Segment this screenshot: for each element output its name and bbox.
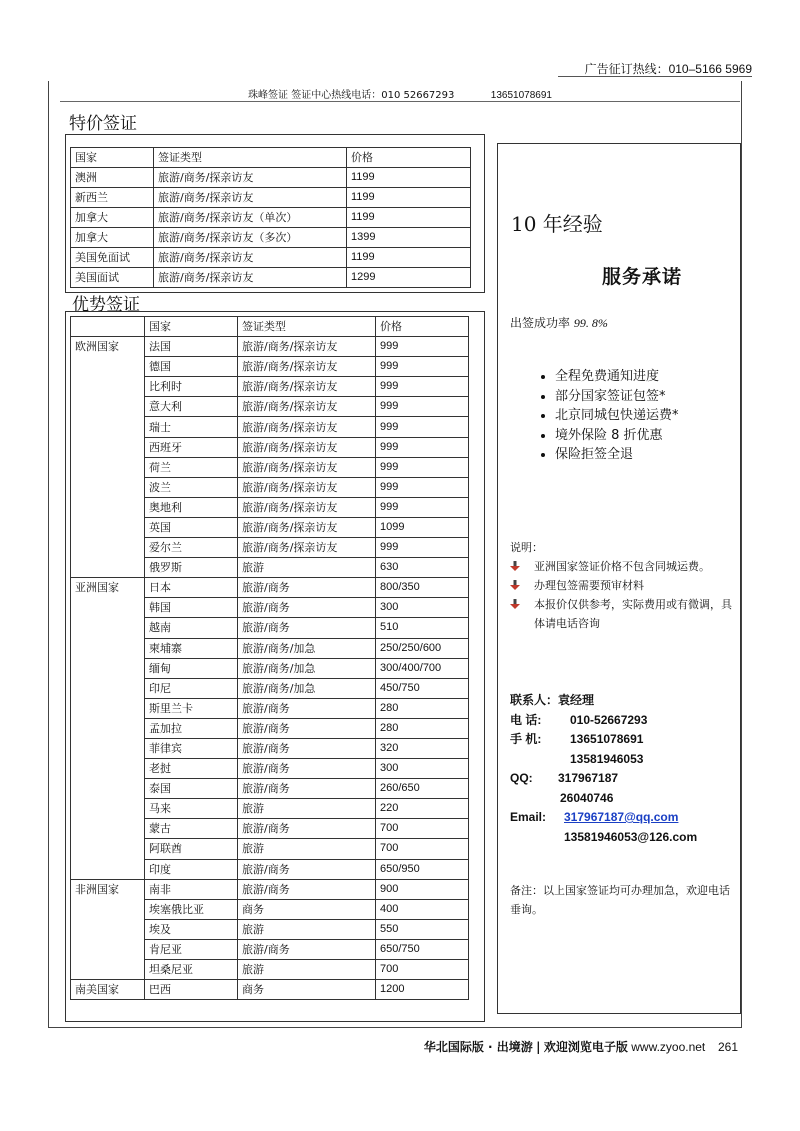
service-heading: 服务承诺 [602, 266, 683, 288]
price-cell: 999 [376, 457, 469, 477]
promo-list [533, 367, 679, 465]
country-cell: 斯里兰卡 [145, 698, 238, 718]
price-header: 价格 [347, 148, 471, 168]
country-cell: 德国 [145, 357, 238, 377]
note-text: 本报价仅供参考，实际费用或有微调，具体请电话咨询 [534, 598, 732, 630]
country-header: 国家 [71, 148, 154, 168]
visa-type-cell: 旅游/商务/探亲访友 [154, 168, 347, 188]
promo-item: • 全程免费通知进度 [555, 367, 679, 387]
mobile-number-1: 13651078691 [570, 732, 644, 746]
note-item [508, 595, 734, 633]
country-cell: 蒙古 [145, 819, 238, 839]
note-text: 亚洲国家签证价格不包含同城运费。 [534, 560, 710, 573]
contact-block [510, 691, 697, 847]
price-cell: 280 [376, 698, 469, 718]
country-cell: 缅甸 [145, 658, 238, 678]
visa-type-cell: 旅游/商务 [238, 859, 376, 879]
country-cell: 澳洲 [71, 168, 154, 188]
price-cell: 1399 [347, 228, 471, 248]
ad-hotline: 广告征订热线：010–5166 5969 [584, 62, 752, 76]
region-cell: 亚洲国家 [71, 578, 145, 879]
contact-person: 袁经理 [558, 693, 595, 707]
price-cell: 999 [376, 337, 469, 357]
price-cell: 700 [376, 839, 469, 859]
country-cell: 南非 [145, 879, 238, 899]
country-cell: 肯尼亚 [145, 939, 238, 959]
promo-panel [497, 143, 741, 1014]
price-cell: 550 [376, 919, 469, 939]
visa-type-cell: 旅游/商务/探亲访友 [154, 188, 347, 208]
visa-type-header: 签证类型 [154, 148, 347, 168]
visa-type-cell: 旅游/商务/探亲访友 [238, 497, 376, 517]
visa-type-cell: 旅游/商务 [238, 759, 376, 779]
phone-label: 电 话: [510, 712, 542, 727]
mobile-number-2: 13581946053 [570, 751, 644, 766]
country-cell: 法国 [145, 337, 238, 357]
footer-site: www.zyoo.net [631, 1040, 706, 1054]
region-header [71, 317, 145, 337]
country-cell: 日本 [145, 578, 238, 598]
price-cell: 999 [376, 377, 469, 397]
country-cell: 埃塞俄比亚 [145, 899, 238, 919]
region-cell: 非洲国家 [71, 879, 145, 979]
price-cell: 220 [376, 799, 469, 819]
country-cell: 英国 [145, 517, 238, 537]
visa-type-cell: 旅游/商务/探亲访友 [154, 268, 347, 288]
price-cell: 300 [376, 759, 469, 779]
country-cell: 意大利 [145, 397, 238, 417]
notes-list [508, 557, 734, 633]
visa-type-cell: 商务 [238, 899, 376, 919]
phone-number: 010-52667293 [570, 712, 648, 727]
price-cell: 700 [376, 960, 469, 980]
success-rate [510, 314, 608, 331]
country-cell: 韩国 [145, 598, 238, 618]
price-cell: 450/750 [376, 678, 469, 698]
country-cell: 瑞士 [145, 417, 238, 437]
country-cell: 俄罗斯 [145, 558, 238, 578]
visa-type-cell: 旅游/商务 [238, 779, 376, 799]
visa-type-cell: 旅游 [238, 799, 376, 819]
country-cell: 比利时 [145, 377, 238, 397]
country-cell: 老挝 [145, 759, 238, 779]
arrow-down-icon [510, 561, 520, 571]
table-row [71, 188, 471, 208]
price-cell: 1200 [376, 980, 469, 1000]
table-row [71, 980, 469, 1000]
country-cell: 阿联酋 [145, 839, 238, 859]
special-title: 特价签证 [69, 114, 137, 134]
table-row [71, 228, 471, 248]
advantage-header-row [71, 317, 469, 337]
visa-type-cell: 旅游/商务/探亲访友 [238, 477, 376, 497]
email-2: 13581946053@126.com [564, 829, 698, 844]
visa-type-cell: 旅游 [238, 960, 376, 980]
table-row [71, 208, 471, 228]
price-cell: 1199 [347, 208, 471, 228]
price-cell: 999 [376, 497, 469, 517]
price-cell: 1199 [347, 188, 471, 208]
visa-type-cell: 旅游/商务/加急 [238, 678, 376, 698]
table-row [71, 879, 469, 899]
table-row [71, 248, 471, 268]
arrow-down-icon [510, 599, 520, 609]
price-cell: 999 [376, 437, 469, 457]
price-cell: 250/250/600 [376, 638, 469, 658]
country-cell: 新西兰 [71, 188, 154, 208]
visa-type-cell: 旅游/商务/探亲访友（多次） [154, 228, 347, 248]
price-cell: 999 [376, 397, 469, 417]
table-row [71, 578, 469, 598]
visa-type-cell: 旅游/商务/探亲访友（单次） [154, 208, 347, 228]
country-cell: 菲律宾 [145, 738, 238, 758]
country-cell: 加拿大 [71, 208, 154, 228]
price-cell: 900 [376, 879, 469, 899]
agency-hotline: 签证中心热线电话：010 52667293 [291, 90, 455, 101]
note-item [508, 576, 734, 595]
visa-type-cell: 旅游 [238, 558, 376, 578]
country-cell: 马来 [145, 799, 238, 819]
price-cell: 1199 [347, 248, 471, 268]
price-cell: 300/400/700 [376, 658, 469, 678]
price-cell: 999 [376, 417, 469, 437]
page-number: 261 [717, 1040, 738, 1054]
visa-type-cell: 旅游/商务/加急 [238, 638, 376, 658]
country-cell: 印度 [145, 859, 238, 879]
country-cell: 波兰 [145, 477, 238, 497]
remark: 备注：以上国家签证均可办理加急，欢迎电话垂询。 [510, 884, 730, 916]
visa-type-cell: 旅游 [238, 919, 376, 939]
visa-type-cell: 旅游/商务/探亲访友 [238, 437, 376, 457]
visa-type-cell: 旅游/商务 [238, 598, 376, 618]
arrow-down-icon [510, 580, 520, 590]
country-cell: 荷兰 [145, 457, 238, 477]
price-cell: 280 [376, 718, 469, 738]
special-table [70, 147, 471, 288]
country-cell: 泰国 [145, 779, 238, 799]
advantage-table [70, 316, 469, 1000]
country-cell: 西班牙 [145, 437, 238, 457]
note-item [508, 557, 734, 576]
visa-type-cell: 旅游/商务/探亲访友 [238, 538, 376, 558]
contact-person-label: 联系人： [510, 693, 559, 707]
visa-type-cell: 旅游/商务/探亲访友 [238, 357, 376, 377]
price-cell: 650/750 [376, 939, 469, 959]
price-cell: 400 [376, 899, 469, 919]
topbar-rule [60, 101, 740, 102]
visa-type-cell: 旅游/商务/加急 [238, 658, 376, 678]
hotline-rule [558, 76, 752, 77]
price-cell: 999 [376, 357, 469, 377]
country-cell: 越南 [145, 618, 238, 638]
country-cell: 巴西 [145, 980, 238, 1000]
visa-type-cell: 旅游/商务 [238, 698, 376, 718]
price-cell: 300 [376, 598, 469, 618]
agency-name: 珠峰签证 [248, 90, 289, 101]
price-cell: 630 [376, 558, 469, 578]
qq-number-2: 26040746 [560, 790, 614, 805]
email-label: Email: [510, 810, 547, 824]
price-cell: 320 [376, 738, 469, 758]
agency-mobile: 13651078691 [490, 90, 552, 101]
country-cell: 印尼 [145, 678, 238, 698]
price-cell: 999 [376, 538, 469, 558]
price-cell: 1299 [347, 268, 471, 288]
promo-item: • 保险拒签全退 [555, 445, 679, 465]
country-cell: 坦桑尼亚 [145, 960, 238, 980]
country-cell: 爱尔兰 [145, 538, 238, 558]
table-row [71, 268, 471, 288]
visa-type-cell: 旅游/商务/探亲访友 [154, 248, 347, 268]
success-rate-value: 99. 8% [573, 316, 608, 330]
promo-item: • 部分国家签证包签* [555, 387, 679, 407]
visa-type-cell: 旅游/商务 [238, 819, 376, 839]
experience-heading: 10 年经验 [511, 212, 603, 236]
footer-tagline: 欢迎浏览电子版 [543, 1040, 628, 1054]
visa-type-cell: 旅游/商务 [238, 738, 376, 758]
visa-type-cell: 旅游/商务/探亲访友 [238, 377, 376, 397]
advantage-title: 优势签证 [72, 295, 140, 315]
country-cell: 埃及 [145, 919, 238, 939]
country-cell: 孟加拉 [145, 718, 238, 738]
visa-type-cell: 旅游/商务/探亲访友 [238, 417, 376, 437]
country-cell: 奥地利 [145, 497, 238, 517]
qq-label: QQ: [510, 771, 533, 785]
special-header-row [71, 148, 471, 168]
visa-type-cell: 商务 [238, 980, 376, 1000]
email-link-1[interactable]: 317967187@qq.com [564, 810, 679, 824]
country-cell: 柬埔寨 [145, 638, 238, 658]
price-cell: 999 [376, 477, 469, 497]
visa-type-cell: 旅游/商务/探亲访友 [238, 397, 376, 417]
promo-item: • 北京同城包快递运费* [555, 406, 679, 426]
price-cell: 1099 [376, 517, 469, 537]
visa-type-header: 签证类型 [238, 317, 376, 337]
visa-type-cell: 旅游/商务 [238, 939, 376, 959]
price-cell: 700 [376, 819, 469, 839]
agency-topbar [60, 86, 740, 101]
table-row [71, 337, 469, 357]
price-cell: 800/350 [376, 578, 469, 598]
visa-type-cell: 旅游/商务 [238, 718, 376, 738]
price-cell: 260/650 [376, 779, 469, 799]
price-cell: 650/950 [376, 859, 469, 879]
country-cell: 美国面试 [71, 268, 154, 288]
visa-type-cell: 旅游/商务/探亲访友 [238, 517, 376, 537]
price-header: 价格 [376, 317, 469, 337]
visa-type-cell: 旅游 [238, 839, 376, 859]
region-cell: 南美国家 [71, 980, 145, 1000]
visa-type-cell: 旅游/商务 [238, 618, 376, 638]
country-cell: 美国免面试 [71, 248, 154, 268]
promo-item: • 境外保险 8 折优惠 [555, 426, 679, 446]
country-cell: 加拿大 [71, 228, 154, 248]
table-row [71, 168, 471, 188]
qq-number-1: 317967187 [558, 771, 619, 785]
price-cell: 1199 [347, 168, 471, 188]
mobile-label: 手 机: [510, 732, 542, 746]
visa-type-cell: 旅游/商务/探亲访友 [238, 337, 376, 357]
notes-title: 说明： [510, 541, 543, 554]
success-rate-label: 出签成功率 [510, 316, 571, 330]
visa-type-cell: 旅游/商务 [238, 578, 376, 598]
footer-edition: 华北国际版 · 出境游 [423, 1040, 533, 1054]
country-header: 国家 [145, 317, 238, 337]
footer-divider: | [536, 1040, 541, 1054]
visa-type-cell: 旅游/商务/探亲访友 [238, 457, 376, 477]
price-cell: 510 [376, 618, 469, 638]
page-footer [424, 1038, 738, 1055]
note-text: 办理包签需要预审材料 [534, 579, 644, 592]
region-cell: 欧洲国家 [71, 337, 145, 578]
visa-type-cell: 旅游/商务 [238, 879, 376, 899]
